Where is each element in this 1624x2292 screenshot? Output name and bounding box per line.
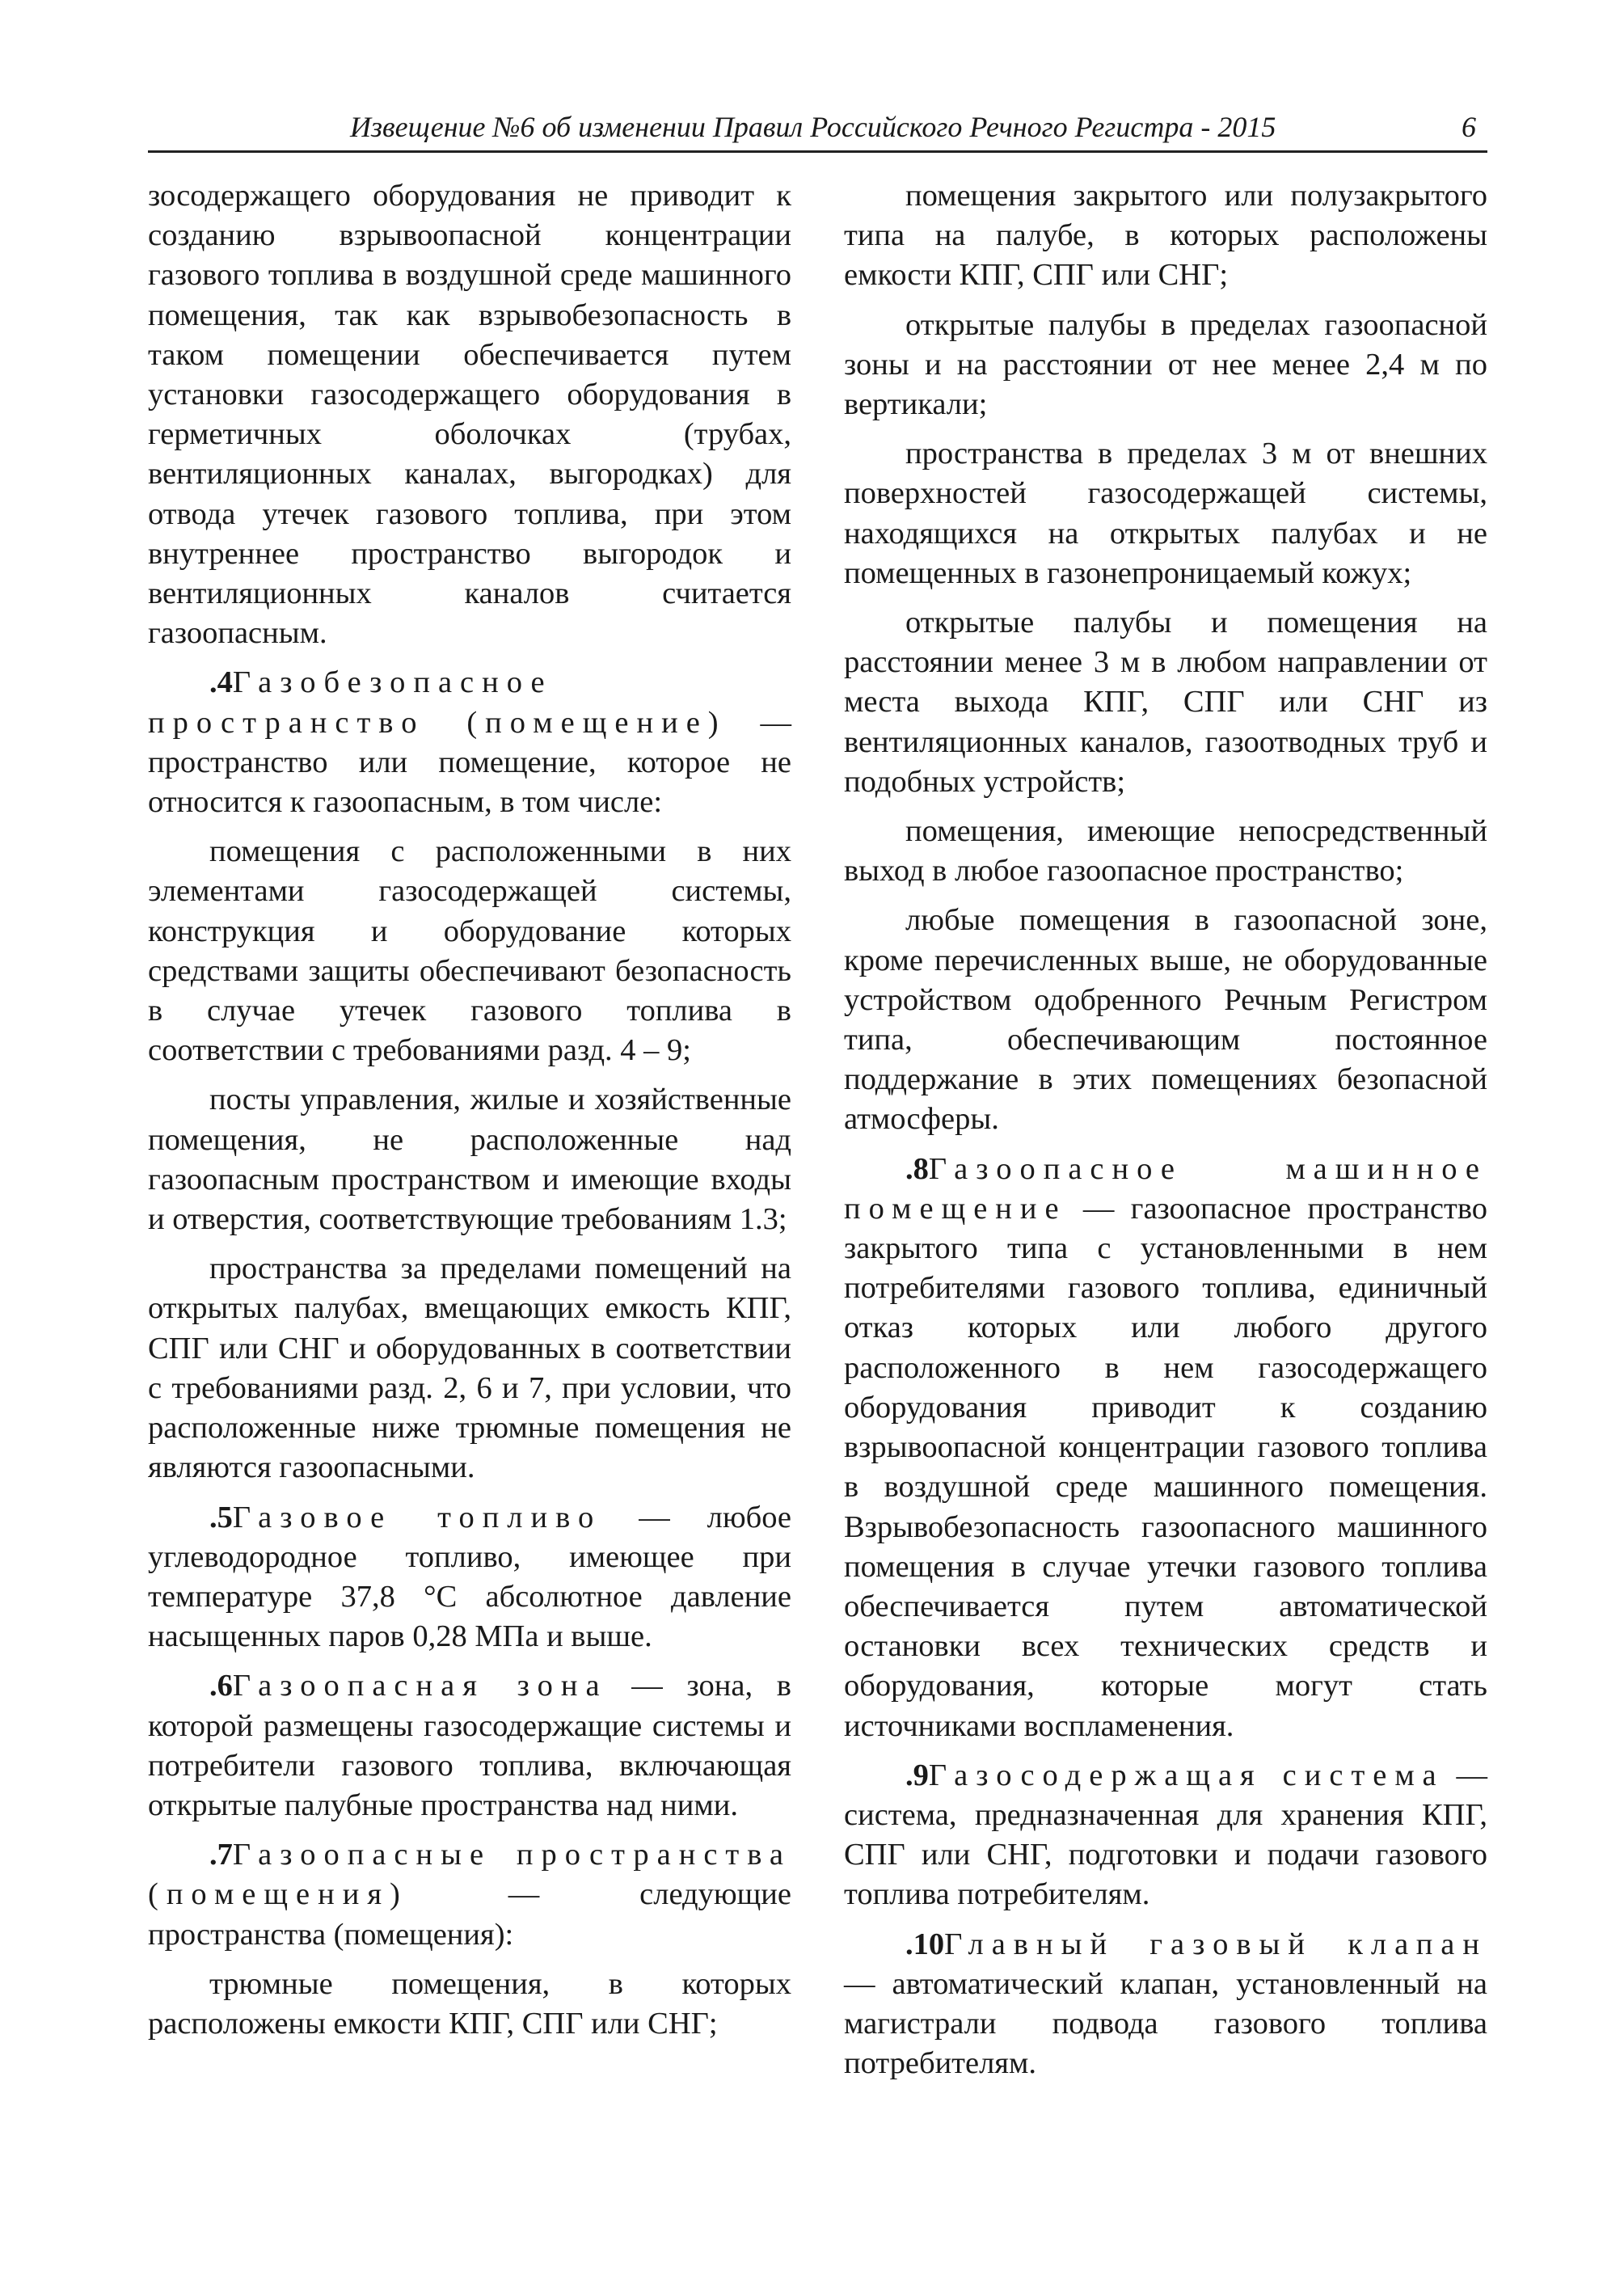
clause-number: .5 (209, 1500, 233, 1534)
definition-text: — автоматический клапан, установленный на магистрали подвода газового топлива потребителям. (844, 1966, 1487, 2081)
definition-5 (148, 1498, 791, 1657)
list-item: открытые палубы и помещения на расстоянии менее 3 м в любом направлении от места выхода КПГ, СПГ или СНГ из вентиляционных каналов, газоотводных труб и подобных устройств; (844, 606, 1487, 799)
definition-text: — следующие пространства (помещения): (148, 1877, 791, 1952)
document-title: Извещение №6 об изменении Правил Российского Речного Регистра - 2015 (350, 111, 1276, 143)
defined-term: Газоопасное машинное помещение (844, 1151, 1487, 1226)
list-item: пространства за пределами помещений на открытых палубах, вмещающих емкость КПГ, СПГ или СНГ и оборудованных в соответствии с требованиями разд. 2, 6 и 7, при условии, что расположенные ниже трюмные помещения не являются газоопасными. (148, 1252, 791, 1485)
list-item: помещения закрытого или полузакрытого типа на палубе, в которых расположены емкости КПГ, СПГ или СНГ; (844, 179, 1487, 293)
clause-number: .4 (209, 665, 233, 700)
list-item: помещения с расположенными в них элементами газосодержащей системы, конструкция и оборудование которых средствами защиты обеспечивают безопасность в случае утечек газового топлива в соответствии с требованиями разд. 4 – 9; (148, 834, 791, 1068)
left-column (148, 176, 791, 2054)
definition-text: — пространство или помещение, которое не относится к газоопасным, в том числе: (148, 705, 791, 820)
clause-number: .6 (209, 1669, 233, 1703)
definition-4 (148, 663, 791, 822)
definition-9 (844, 1756, 1487, 1915)
continuation-paragraph: зосодержащего оборудования не приводит к созданию взрывоопасной концентрации газового топлива в воздушной среде машинного помещения, так как взрывобезопасность в таком помещении обеспечивается путем установки газосодержащего оборудования в герметичных оболочках (трубах, вентиляционных каналах, выгородках) для отвода утечек газового топлива, при этом внутреннее пространство выгородок и вентиляционных каналов считается газоопасным. (148, 179, 791, 651)
clause-number: .7 (209, 1838, 233, 1872)
list-item: помещения, имеющие непосредственный выход в любое газоопасное пространство; (844, 814, 1487, 889)
list-item: трюмные помещения, в которых расположены емкости КПГ, СПГ или СНГ; (148, 1966, 791, 2041)
right-column (844, 176, 1487, 2093)
clause-number: .9 (905, 1758, 929, 1792)
definition-10 (844, 1925, 1487, 2084)
definition-7 (148, 1835, 791, 1955)
definition-text: — любое углеводородное топливо, имеющее при температуре 37,8 °С абсолютное давление насыщенных паров 0,28 МПа и выше. (148, 1500, 792, 1654)
defined-term: Главный газовый клапан (944, 1927, 1487, 1961)
definition-text: — газоопасное пространство закрытого типа с установленными в нем потребителями газового топлива, единичный отказ которых или любого другого расположенного в нем газосодержащего оборудования приводит к созданию взрывоопасной концентрации газового топлива в воздушной среде машинного помещения. Взрывобезопасность газоопасного машинного помещения в случае утечки газового топлива обеспечивается путем автоматической остановки всех технических средств и оборудования, которые могут стать источниками воспламенения. (844, 1191, 1487, 1743)
definition-text: — система, предназначенная для хранения КПГ, СПГ или СНГ, подготовки и подачи газового топлива потребителям. (844, 1758, 1487, 1912)
list-item: пространства в пределах 3 м от внешних поверхностей газосодержащей системы, находящихся на открытых палубах и не помещенных в газонепроницаемый кожух; (844, 437, 1487, 590)
defined-term: Газосодержащая система (928, 1758, 1445, 1792)
defined-term: Газобезопасное пространство (помещение) (148, 665, 727, 740)
definition-text: — зона, в которой размещены газосодержащие системы и потребители газового топлива, включающая открытые палубные пространства над ними. (148, 1669, 791, 1822)
page-number: 6 (1462, 111, 1476, 143)
defined-term: Газоопасная зона (232, 1669, 608, 1703)
page-header (148, 103, 1487, 153)
clause-number: .8 (905, 1151, 929, 1186)
list-item: посты управления, жилые и хозяйственные помещения, не расположенные над газоопасным пространством и имеющие входы и отверстия, соответствующие требованиям 1.3; (148, 1083, 791, 1237)
defined-term: Газовое топливо (232, 1500, 602, 1534)
list-item: открытые палубы в пределах газоопасной зоны и на расстоянии от нее менее 2,4 м по вертикали; (844, 307, 1487, 422)
list-item: любые помещения в газоопасной зоне, кроме перечисленных выше, не оборудованные устройством одобренного Речным Регистром типа, обеспечивающим постоянное поддержание в этих помещениях безопасной атмосферы. (844, 903, 1487, 1137)
clause-number: .10 (905, 1927, 945, 1961)
defined-term: Газоопасные пространства (помещения) (148, 1838, 791, 1912)
definition-8 (844, 1150, 1487, 1746)
definition-6 (148, 1666, 791, 1826)
